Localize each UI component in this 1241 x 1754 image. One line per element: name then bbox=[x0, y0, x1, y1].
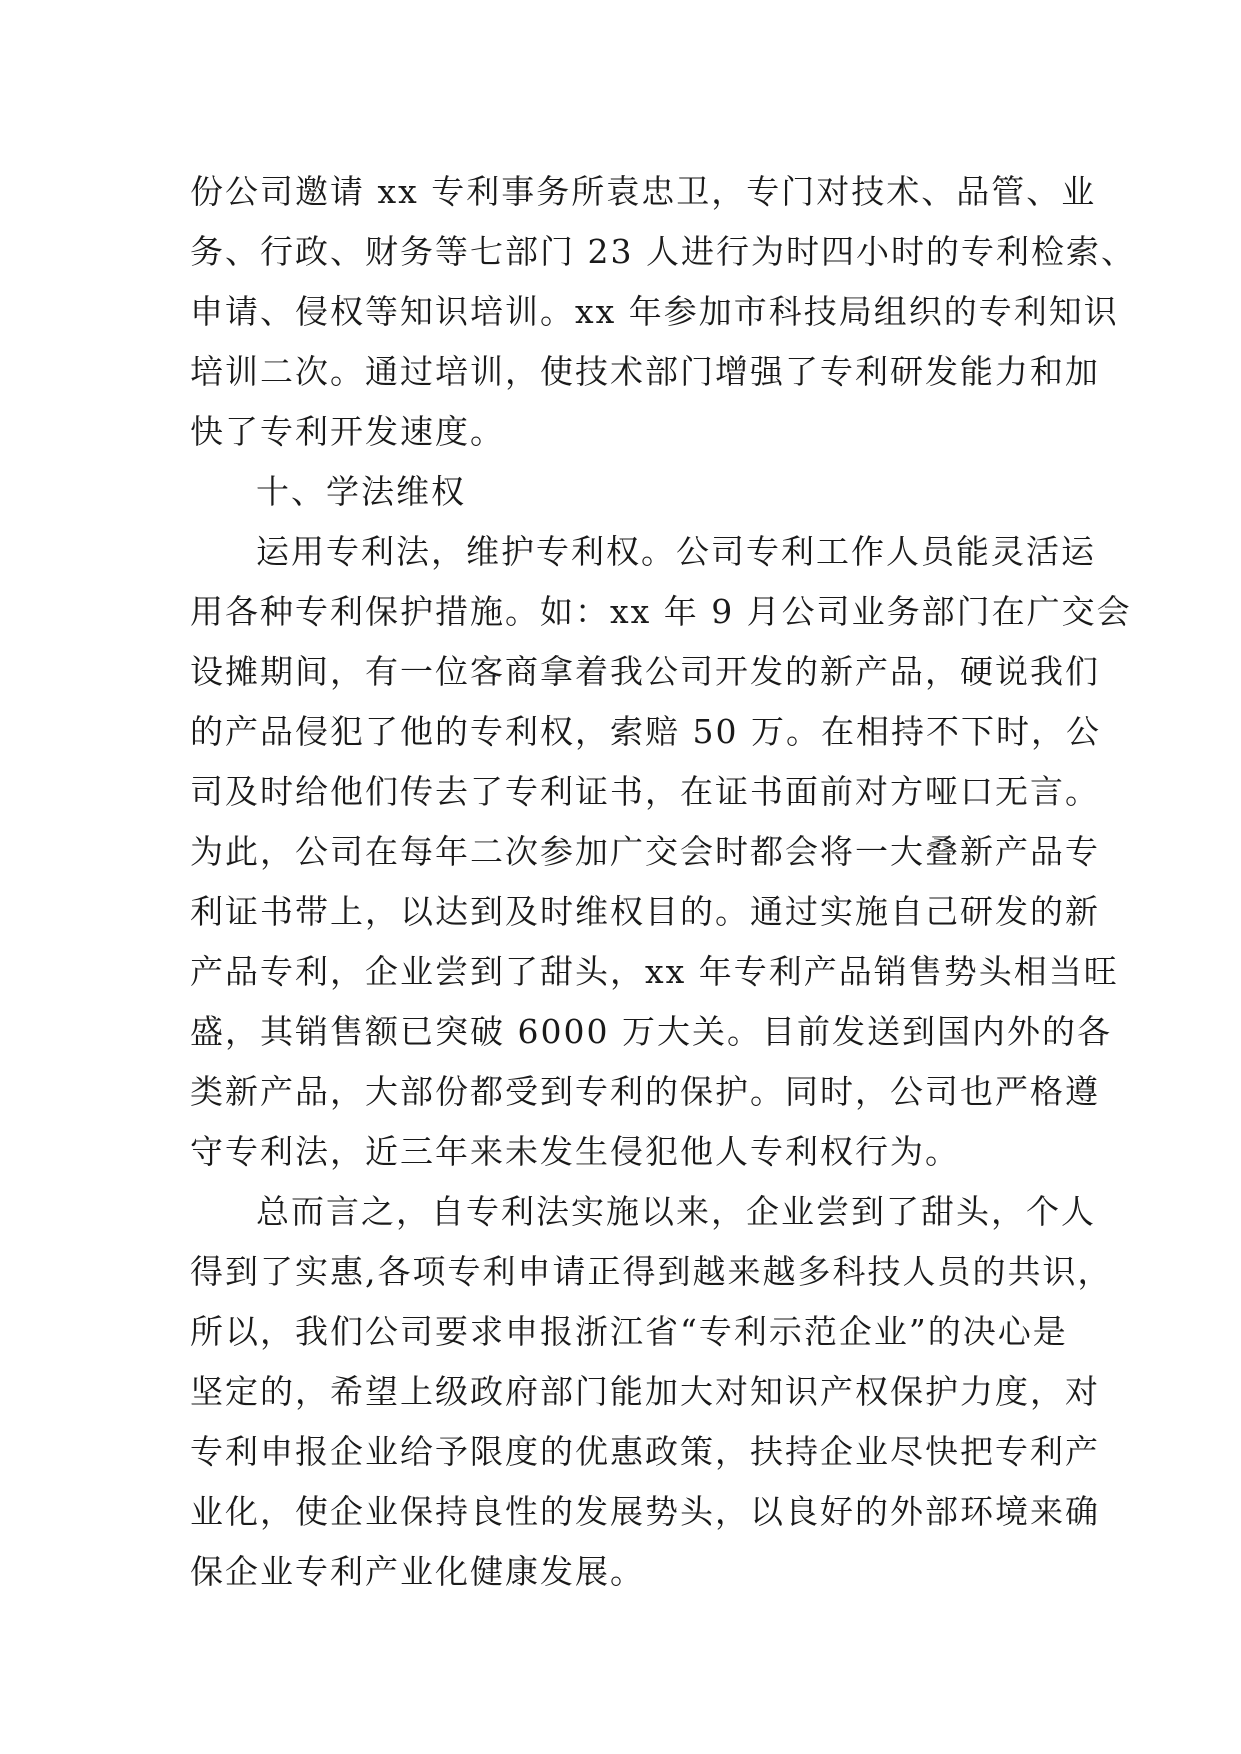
text-line: 守专利法，近三年来未发生侵犯他人专利权行为。 bbox=[190, 1132, 960, 1171]
text-line: 培训二次。通过培训，使技术部门增强了专利研发能力和加 bbox=[190, 352, 1100, 391]
text-line: 保企业专利产业化健康发展。 bbox=[190, 1552, 645, 1591]
text-line: 运用专利法，维护专利权。公司专利工作人员能灵活运 bbox=[256, 532, 1096, 571]
text-line: 所以，我们公司要求申报浙江省“专利示范企业”的决心是 bbox=[190, 1312, 1068, 1351]
text-line: 务、行政、财务等七部门 23 人进行为时四小时的专利检索、 bbox=[190, 232, 1136, 271]
section-heading: 十、学法维权 bbox=[256, 472, 466, 511]
text-line: 坚定的，希望上级政府部门能加大对知识产权保护力度，对 bbox=[190, 1372, 1100, 1411]
text-line: 业化，使企业保持良性的发展势头，以良好的外部环境来确 bbox=[190, 1492, 1100, 1531]
text-line: 总而言之，自专利法实施以来，企业尝到了甜头，个人 bbox=[256, 1192, 1096, 1231]
text-line: 司及时给他们传去了专利证书，在证书面前对方哑口无言。 bbox=[190, 772, 1100, 811]
text-line: 利证书带上，以达到及时维权目的。通过实施自己研发的新 bbox=[190, 892, 1100, 931]
paragraph-conclusion bbox=[190, 1182, 1113, 1602]
paragraph-rights-protection bbox=[190, 522, 1132, 1182]
text-line: 申请、侵权等知识培训。xx 年参加市科技局组织的专利知识 bbox=[190, 292, 1119, 331]
document-body bbox=[190, 162, 1136, 1602]
text-line: 类新产品，大部份都受到专利的保护。同时，公司也严格遵 bbox=[190, 1072, 1100, 1111]
text-line: 用各种专利保护措施。如：xx 年 9 月公司业务部门在广交会 bbox=[190, 592, 1132, 631]
text-line: 产品专利，企业尝到了甜头，xx 年专利产品销售势头相当旺 bbox=[190, 952, 1119, 991]
text-line: 专利申报企业给予限度的优惠政策，扶持企业尽快把专利产 bbox=[190, 1432, 1100, 1471]
text-line: 为此，公司在每年二次参加广交会时都会将一大叠新产品专 bbox=[190, 832, 1100, 871]
text-line: 的产品侵犯了他的专利权，索赔 50 万。在相持不下时，公 bbox=[190, 712, 1101, 751]
text-line: 设摊期间，有一位客商拿着我公司开发的新产品，硬说我们 bbox=[190, 652, 1100, 691]
paragraph-training bbox=[190, 162, 1136, 462]
text-line: 盛，其销售额已突破 6000 万大关。目前发送到国内外的各 bbox=[190, 1012, 1112, 1051]
text-line: 得到了实惠,各项专利申请正得到越来越多科技人员的共识， bbox=[190, 1252, 1113, 1291]
text-line: 快了专利开发速度。 bbox=[190, 412, 505, 451]
text-line: 份公司邀请 xx 专利事务所袁忠卫，专门对技术、品管、业 bbox=[190, 172, 1097, 211]
